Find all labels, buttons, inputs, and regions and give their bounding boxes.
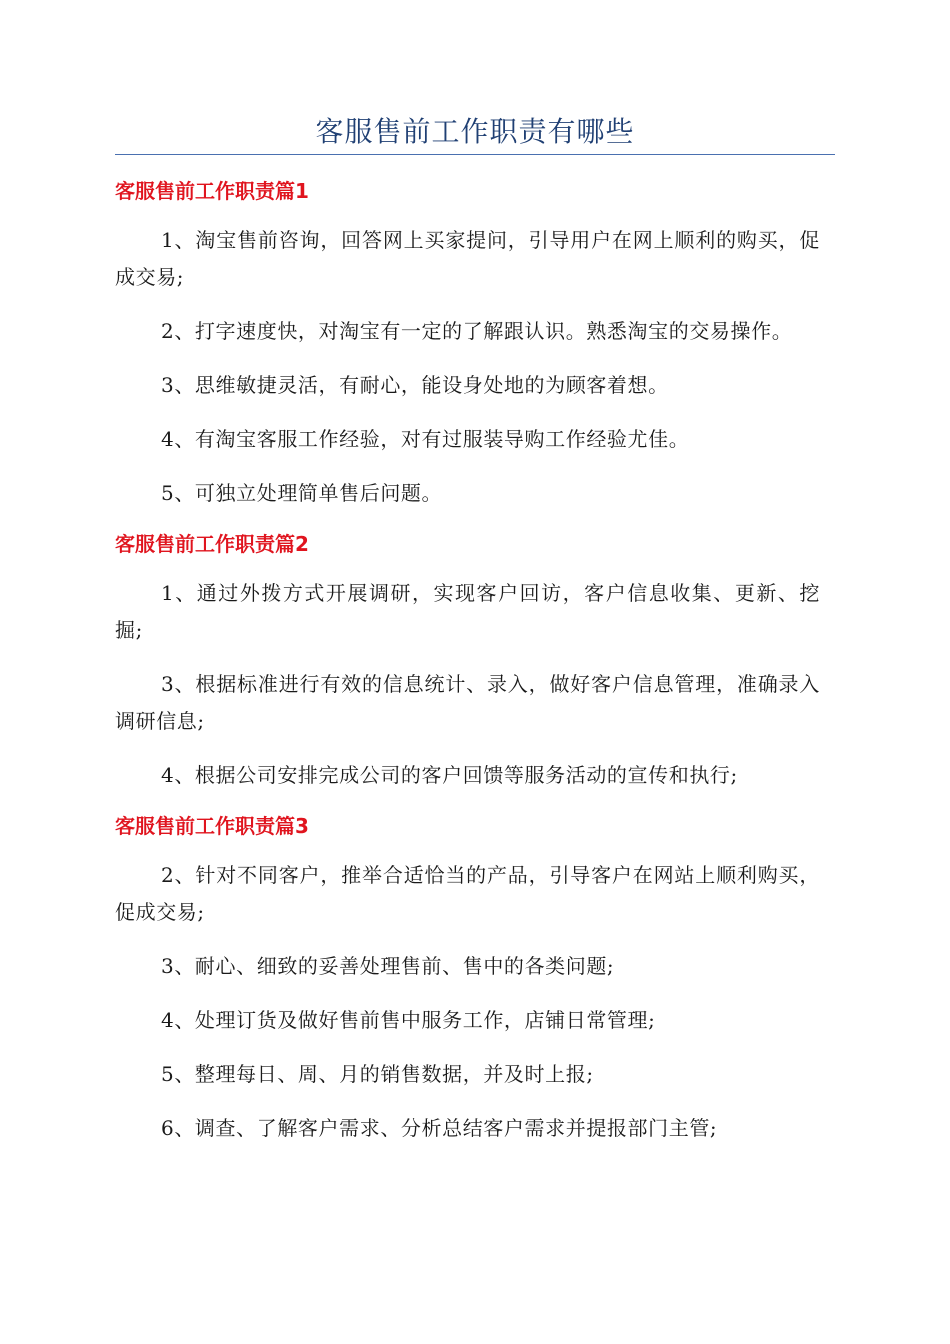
section-heading: 客服售前工作职责篇1 <box>115 179 309 203</box>
title-underline <box>115 154 835 155</box>
list-item: 2、针对不同客户，推举合适恰当的产品，引导客户在网站上顺利购买，促成交易; <box>115 863 820 924</box>
list-item: 1、淘宝售前咨询，回答网上买家提问，引导用户在网上顺利的购买，促成交易; <box>115 228 820 289</box>
document-body <box>115 176 820 1164</box>
section-heading: 客服售前工作职责篇2 <box>115 532 309 556</box>
document-title: 客服售前工作职责有哪些 <box>315 115 635 148</box>
list-item: 6、调查、了解客户需求、分析总结客户需求并提报部门主管; <box>161 1116 718 1140</box>
list-item: 5、整理每日、周、月的销售数据，并及时上报; <box>161 1062 594 1086</box>
section-heading: 客服售前工作职责篇3 <box>115 814 309 838</box>
list-item: 4、有淘宝客服工作经验，对有过服装导购工作经验尤佳。 <box>161 427 690 451</box>
list-item: 5、可独立处理简单售后问题。 <box>161 481 443 505</box>
list-item: 3、耐心、细致的妥善处理售前、售中的各类问题; <box>161 954 615 978</box>
section-1 <box>115 176 820 512</box>
list-item: 1、通过外拨方式开展调研，实现客户回访，客户信息收集、更新、挖掘; <box>115 581 820 642</box>
list-item: 3、思维敏捷灵活，有耐心，能设身处地的为顾客着想。 <box>161 373 669 397</box>
list-item: 3、根据标准进行有效的信息统计、录入，做好客户信息管理，准确录入调研信息; <box>115 672 820 733</box>
list-item: 4、根据公司安排完成公司的客户回馈等服务活动的宣传和执行; <box>161 763 738 787</box>
list-item: 4、处理订货及做好售前售中服务工作，店铺日常管理; <box>161 1008 656 1032</box>
section-3 <box>115 811 820 1147</box>
list-item: 2、打字速度快，对淘宝有一定的了解跟认识。熟悉淘宝的交易操作。 <box>161 319 793 343</box>
section-2 <box>115 529 820 794</box>
